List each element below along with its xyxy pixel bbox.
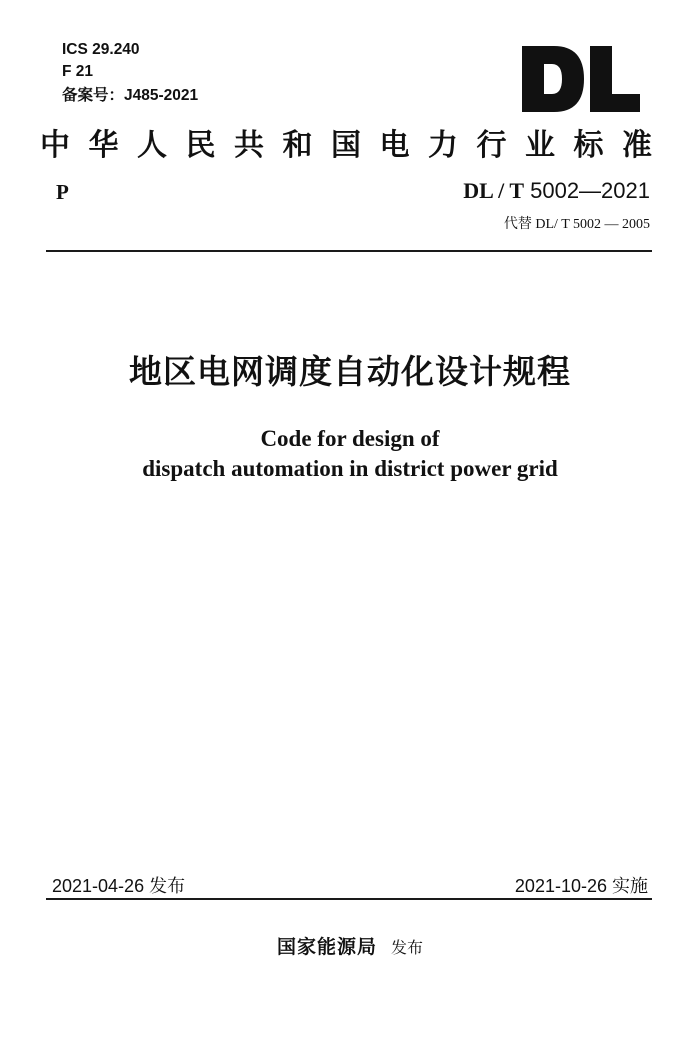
industry-title-char: 行: [476, 128, 507, 163]
header-divider: [46, 250, 652, 252]
industry-standard-title: [40, 128, 652, 164]
implementation-date: 2021-10-26 实施: [514, 876, 648, 896]
industry-title-char: 国: [331, 128, 361, 163]
document-title-en-line1: Code for design of: [260, 426, 440, 451]
ccs-code: F 21: [62, 63, 94, 80]
document-title-cn: 地区电网调度自动化设计规程: [129, 352, 571, 391]
industry-title-char: 华: [88, 128, 119, 163]
industry-title-char: 电: [379, 128, 410, 163]
standard-code: 5002—2021: [524, 178, 650, 203]
publisher-action: 发布: [391, 938, 424, 957]
industry-title-char: 人: [137, 128, 167, 163]
industry-title-char: 共: [234, 128, 264, 163]
standard-prefix: DL / T: [463, 178, 524, 203]
industry-title-char: 中: [40, 128, 70, 163]
category-code: P: [56, 180, 69, 204]
dl-logo: [518, 44, 642, 114]
issue-date: 2021-04-26 发布: [52, 876, 186, 896]
publisher: [0, 932, 700, 959]
industry-title-char: 和: [282, 128, 313, 163]
industry-title-char: 准: [622, 128, 652, 163]
industry-title-char: 民: [185, 128, 216, 163]
industry-title-char: 力: [428, 128, 458, 163]
industry-title-char: 业: [525, 128, 555, 163]
filing-number: 备案号：J485-2021: [62, 87, 199, 104]
publisher-org: 国家能源局: [276, 936, 377, 958]
replaces-standard: 代替 DL/ T 5002 — 2005: [503, 217, 650, 232]
footer-divider: [46, 898, 652, 900]
document-title-en-line2: dispatch automation in district power grid: [142, 456, 558, 481]
ics-code: ICS 29.240: [62, 41, 140, 58]
industry-title-char: 标: [573, 128, 604, 163]
standard-number: [463, 178, 650, 204]
